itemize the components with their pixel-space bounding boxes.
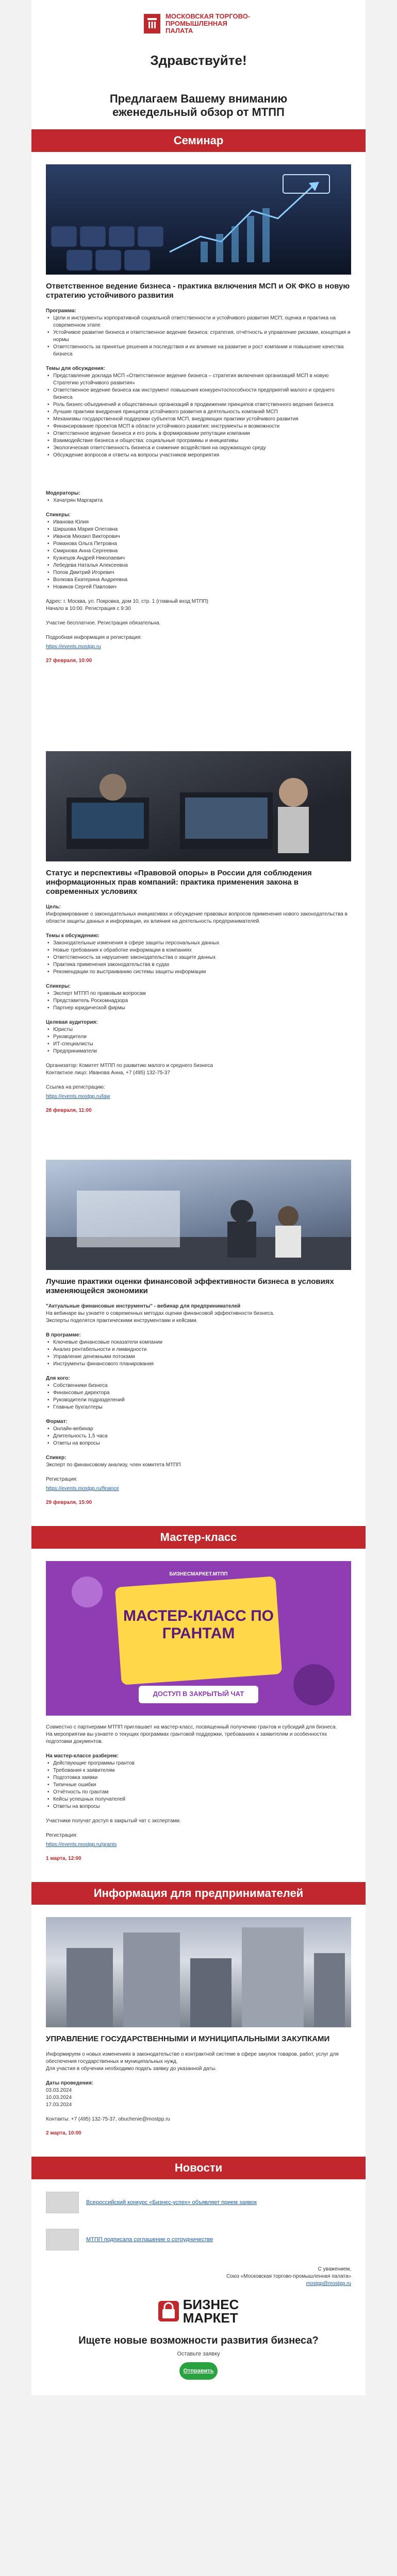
- list-item: • Иванов Михаил Викторович: [46, 533, 351, 540]
- list-item: • Законодательные изменения в сфере защиты персональных данных: [46, 940, 351, 947]
- topics-list: [46, 940, 351, 976]
- list-item: • Ответственность за принятые решения и последствия и их влияние на развитие и рост компании и повышение качества бизнеса: [46, 344, 351, 358]
- list-item: • Собственники бизнеса: [46, 1382, 351, 1389]
- signature-email[interactable]: mostpp@mostpp.ru: [306, 2281, 351, 2286]
- list-item: • Управление денежными потоками: [46, 1353, 351, 1361]
- list-item: • Ключевые финансовые показатели компании: [46, 1339, 351, 1346]
- event-title: Лучшие практики оценки финансовой эффективности бизнеса в условиях изменяющейся экономики: [46, 1277, 334, 1295]
- list-item: • Отчётность по грантам: [46, 1789, 351, 1796]
- list-item: • Ответственное ведение бизнеса и его роль в формировании репутации компании: [46, 430, 351, 437]
- list-item: • Попов Дмитрий Игоревич: [46, 569, 351, 577]
- format-label: Формат:: [46, 1419, 68, 1425]
- reg-label: Регистрация:: [46, 1477, 78, 1482]
- news-item[interactable]: [46, 2192, 351, 2213]
- list-item: • Взаимодействие бизнеса и общества: социальные программы и инициативы: [46, 437, 351, 445]
- speaker: Эксперт по финансовому анализу, член комитета МТПП: [46, 1462, 181, 1468]
- info-text: Информируем о новых изменениях в законодательстве о контрактной системе в сфере закупок товаров, работ, услуг для обеспечения государственных и муниципальных нужд.: [46, 2052, 339, 2064]
- info-title: УПРАВЛЕНИЕ ГОСУДАРСТВЕННЫМИ И МУНИЦИПАЛЬНЫМИ ЗАКУПКАМИ: [46, 2035, 330, 2043]
- event-date: 2 марта, 10:00: [46, 2130, 81, 2136]
- event-text: На вебинаре вы узнаете о современных методах оценки финансовой эффективности бизнеса.: [46, 1311, 275, 1316]
- dates-label: Даты проведения:: [46, 2080, 93, 2086]
- goal-label: Цель:: [46, 904, 61, 910]
- list-item: • Волкова Екатерина Андреевна: [46, 577, 351, 584]
- reg-label: Регистрация:: [46, 1833, 78, 1838]
- event-image-keyboard: [46, 164, 351, 275]
- signature-line: С уважением,: [318, 2266, 351, 2272]
- list-item: • Анализ рентабельности и ликвидности: [46, 1346, 351, 1353]
- section-seminar-header: Семинар: [31, 129, 366, 152]
- list-item: • Лебедева Наталья Алексеевна: [46, 562, 351, 569]
- mtpp-logo-icon: [144, 14, 160, 33]
- speaker-label: Спикер:: [46, 1455, 67, 1461]
- list-item: • Новые требования к обработке информации в компаниях: [46, 947, 351, 954]
- topics-label: На мастер-классе разберем:: [46, 1753, 119, 1759]
- list-item: • Экологическая ответственность бизнеса и снижение воздействия на окружающую среду: [46, 445, 351, 452]
- bizmarket-line2: МАРКЕТ: [183, 2310, 238, 2326]
- goal-text: Информирование о законодательных инициативах и обсуждение правовых вопросов применения нового законодательства в области защиты данных и информации, их влияния на деятельность предпринимателей.: [46, 911, 348, 924]
- news-thumbnail: [46, 2229, 79, 2250]
- list-item: • Хачатрян Маргарита: [46, 497, 351, 504]
- list-item: • Инструменты финансового планирования: [46, 1361, 351, 1368]
- audience-label: Целевая аудитория:: [46, 1020, 98, 1025]
- list-item: • ИТ-специалисты: [46, 1041, 351, 1048]
- event-note: Участие бесплатное. Регистрация обязательна.: [46, 620, 161, 626]
- header-logo[interactable]: [31, 0, 366, 47]
- list-item: • Ответственное ведение бизнеса как инструмент повышения конкурентоспособности предприятий малого и среднего бизнеса: [46, 387, 351, 401]
- greeting: Здравствуйте!: [150, 53, 247, 68]
- event-text: На мероприятии вы узнаете о текущих программах грантовой поддержки, требованиях к заявителям и особенностях подготовки документов.: [46, 1732, 327, 1744]
- info-image-buildings: [46, 1917, 351, 2027]
- list-item: • Представление доклада МСП «Ответственное ведение бизнеса – стратегия включения организаций МСП в новую Стратегию устойчивого развития»: [46, 372, 351, 387]
- event-subtitle: "Актуальные финансовые инструменты" - вебинар для предпринимателей: [46, 1303, 241, 1309]
- list-item: • Руководители: [46, 1033, 351, 1041]
- list-item: • Предприниматели: [46, 1048, 351, 1055]
- meeting-room-illustration: [46, 1160, 351, 1270]
- moderators-label: Модераторы:: [46, 490, 80, 496]
- list-item: • Ответственность за нарушение законодательства о защите данных: [46, 954, 351, 961]
- cta-title: Ищете новые возможности развития бизнеса?: [78, 2335, 319, 2346]
- audience-list: [46, 1026, 351, 1055]
- speakers-list: [46, 990, 351, 1012]
- format-list: [46, 1426, 351, 1447]
- event-address: Адрес: г. Москва, ул. Покровка, дом 10, стр. 1 (главный вход МТПП): [46, 599, 208, 604]
- intro-heading: Предлагаем Вашему вниманию еженедельный обзор от МТПП: [109, 92, 288, 118]
- event-time: Начало в 10:00. Регистрация с 9:30: [46, 606, 131, 612]
- brand-name: МОСКОВСКАЯ ТОРГОВО-ПРОМЫШЛЕННАЯ ПАЛАТА: [166, 12, 251, 35]
- event-title: Статус и перспективы «Правовой опоры» в России для соблюдения информационных прав компаний: практика применения закона в современных условиях: [46, 869, 312, 896]
- list-item: • Кейсы успешных получателей: [46, 1796, 351, 1803]
- registration-link[interactable]: https://events.mostpp.ru/grants: [46, 1842, 117, 1848]
- keyboard-graph-illustration: [46, 164, 351, 275]
- list-item: • Юристы: [46, 1026, 351, 1033]
- list-item: • Главные бухгалтеры: [46, 1404, 351, 1411]
- list-item: • Романова Ольга Петровна: [46, 540, 351, 548]
- list-item: • Партнер юридической фирмы: [46, 1005, 351, 1012]
- list-item: • Цели и инструменты корпоративной социальной ответственности и устойчивого развития МСП; оценка и практика на современном этапе: [46, 315, 351, 329]
- list-item: • Ответы на вопросы: [46, 1440, 351, 1447]
- list-item: • Кузнецов Андрей Николаевич: [46, 555, 351, 562]
- topics-label: В программе:: [46, 1332, 81, 1338]
- list-item: • Роль бизнес-объединений и общественных организаций в продвижении принципов ответственного ведения бизнеса: [46, 401, 351, 409]
- program-list: [46, 315, 351, 358]
- news-link[interactable]: МТПП подписала соглашение о сотрудничестве: [86, 2236, 213, 2243]
- promo-tag: БИЗНЕСМАРКЕТ.МТПП: [169, 1571, 228, 1577]
- organizer: Организатор: Комитет МТПП по развитию малого и среднего бизнеса: [46, 1063, 213, 1069]
- topics-label: Темы для обсуждения:: [46, 366, 105, 371]
- list-item: • Подготовка заявки: [46, 1774, 351, 1782]
- list-item: • Длительность 1,5 часа: [46, 1433, 351, 1440]
- city-buildings-illustration: [46, 1917, 351, 2027]
- bizmarket-logo[interactable]: [31, 2298, 366, 2325]
- event-title: Ответственное ведение бизнеса - практика включения МСП и ОК ФКО в новую стратегию устойчивого развития: [46, 282, 350, 300]
- people-at-computers-illustration: [46, 751, 351, 861]
- event-date: 28 февраля, 11:00: [46, 1108, 92, 1113]
- info-date-item: 03.03.2024: [46, 2088, 72, 2093]
- speakers-label: Спикеры:: [46, 984, 71, 989]
- cta-sub: Оставьте заявку: [177, 2351, 220, 2357]
- list-item: • Ширшова Мария Олеговна: [46, 526, 351, 533]
- topics-list: [46, 372, 351, 459]
- section-masterclass-header: Мастер-класс: [31, 1526, 366, 1549]
- list-item: • Типичные ошибки: [46, 1782, 351, 1789]
- event-text: Эксперты поделятся практическими инструментами и кейсами.: [46, 1318, 198, 1324]
- list-item: • Руководители подразделений: [46, 1397, 351, 1404]
- list-item: • Механизмы государственной поддержки субъектов МСП, внедряющих практики устойчивого развития: [46, 416, 351, 423]
- news-link[interactable]: Всероссийский конкурс «Бизнес-успех» объявляет прием заявок: [86, 2199, 257, 2206]
- news-item[interactable]: [46, 2229, 351, 2250]
- list-item: • Практика применения законодательства в судах: [46, 961, 351, 969]
- speakers-list: [46, 519, 351, 591]
- info-date-item: 17.03.2024: [46, 2102, 72, 2108]
- program-label: Программа:: [46, 308, 76, 314]
- topics-label: Темы к обсуждению:: [46, 933, 100, 939]
- list-item: • Лучшие практики внедрения принципов устойчивого развития в деятельность компаний МСП: [46, 409, 351, 416]
- contact: Контактное лицо: Иванова Анна, +7 (495) 132-75-37: [46, 1070, 170, 1076]
- list-item: • Обсуждение вопросов и ответы на вопросы участников мероприятия: [46, 452, 351, 459]
- promo-sub: ДОСТУП В ЗАКРЫТЫЙ ЧАТ: [153, 1690, 244, 1698]
- signature: [46, 2266, 351, 2287]
- reg-label: Подробная информация и регистрация:: [46, 635, 142, 640]
- list-item: • Рекомендации по выстраиванию системы защиты информации: [46, 969, 351, 976]
- contact: Контакты: +7 (495) 132-75-37, obuchenie@mostpp.ru: [46, 2116, 170, 2122]
- masterclass-banner[interactable]: [46, 1561, 351, 1716]
- list-item: • Ответы на вопросы: [46, 1803, 351, 1810]
- audience-list: [46, 1382, 351, 1411]
- topics-list: [46, 1339, 351, 1368]
- event-date: 27 февраля, 10:00: [46, 658, 92, 664]
- list-item: • Требования к заявителям: [46, 1767, 351, 1774]
- email-body: [31, 0, 366, 2395]
- event-text: Совместно с партнерами МТПП приглашает на мастер-класс, посвященный получению грантов и субсидий для бизнеса.: [46, 1724, 337, 1730]
- info-date-item: 10.03.2024: [46, 2095, 72, 2100]
- list-item: • Представитель Роскомнадзора: [46, 997, 351, 1005]
- event-image-workers: [46, 751, 351, 861]
- audience-label: Для кого:: [46, 1376, 70, 1381]
- promo-headline: МАСТЕР-КЛАСС ПО ГРАНТАМ: [123, 1607, 274, 1642]
- send-button[interactable]: Отправить: [179, 2362, 218, 2380]
- list-item: • Финансирование проектов МСП в области устойчивого развития: инструменты и возможности: [46, 423, 351, 430]
- list-item: • Новиков Сергей Павлович: [46, 584, 351, 591]
- registration-link[interactable]: https://events.mostpp.ru/finance: [46, 1486, 119, 1492]
- list-item: • Эксперт МТПП по правовым вопросам: [46, 990, 351, 997]
- list-item: • Иванова Юлия: [46, 519, 351, 526]
- reg-label: Ссылка на регистрацию:: [46, 1084, 105, 1090]
- speakers-label: Спикеры:: [46, 512, 71, 518]
- registration-link[interactable]: https://events.mostpp.ru: [46, 644, 101, 650]
- bizmarket-line1: БИЗНЕС: [183, 2297, 239, 2312]
- signature-org: Союз «Московская торгово-промышленная палата»: [226, 2274, 351, 2279]
- topics-list: [46, 1760, 351, 1810]
- event-date: 1 марта, 12:00: [46, 1856, 81, 1861]
- event-image-office: [46, 1160, 351, 1270]
- access-note: Участники получат доступ в закрытый чат с экспертами.: [46, 1818, 181, 1824]
- list-item: • Смирнова Анна Сергеевна: [46, 548, 351, 555]
- info-text: Для участия в обучении необходимо подать заявку до указанной даты.: [46, 2066, 217, 2072]
- registration-link[interactable]: https://events.mostpp.ru/law: [46, 1094, 110, 1099]
- news-thumbnail: [46, 2192, 79, 2213]
- list-item: • Онлайн-вебинар: [46, 1426, 351, 1433]
- list-item: • Устойчивое развитие бизнеса и ответственное ведение бизнеса: стратегия, отчётность и управление рисками, концепция и нормы: [46, 329, 351, 344]
- section-info-header: Информация для предпринимателей: [31, 1882, 366, 1905]
- event-date: 29 февраля, 15:00: [46, 1500, 92, 1505]
- list-item: • Действующие программы грантов: [46, 1760, 351, 1767]
- bizmarket-bag-icon: [158, 2301, 179, 2321]
- section-news-header: Новости: [31, 2157, 366, 2179]
- list-item: • Финансовые директора: [46, 1389, 351, 1397]
- moderators-list: [46, 497, 351, 504]
